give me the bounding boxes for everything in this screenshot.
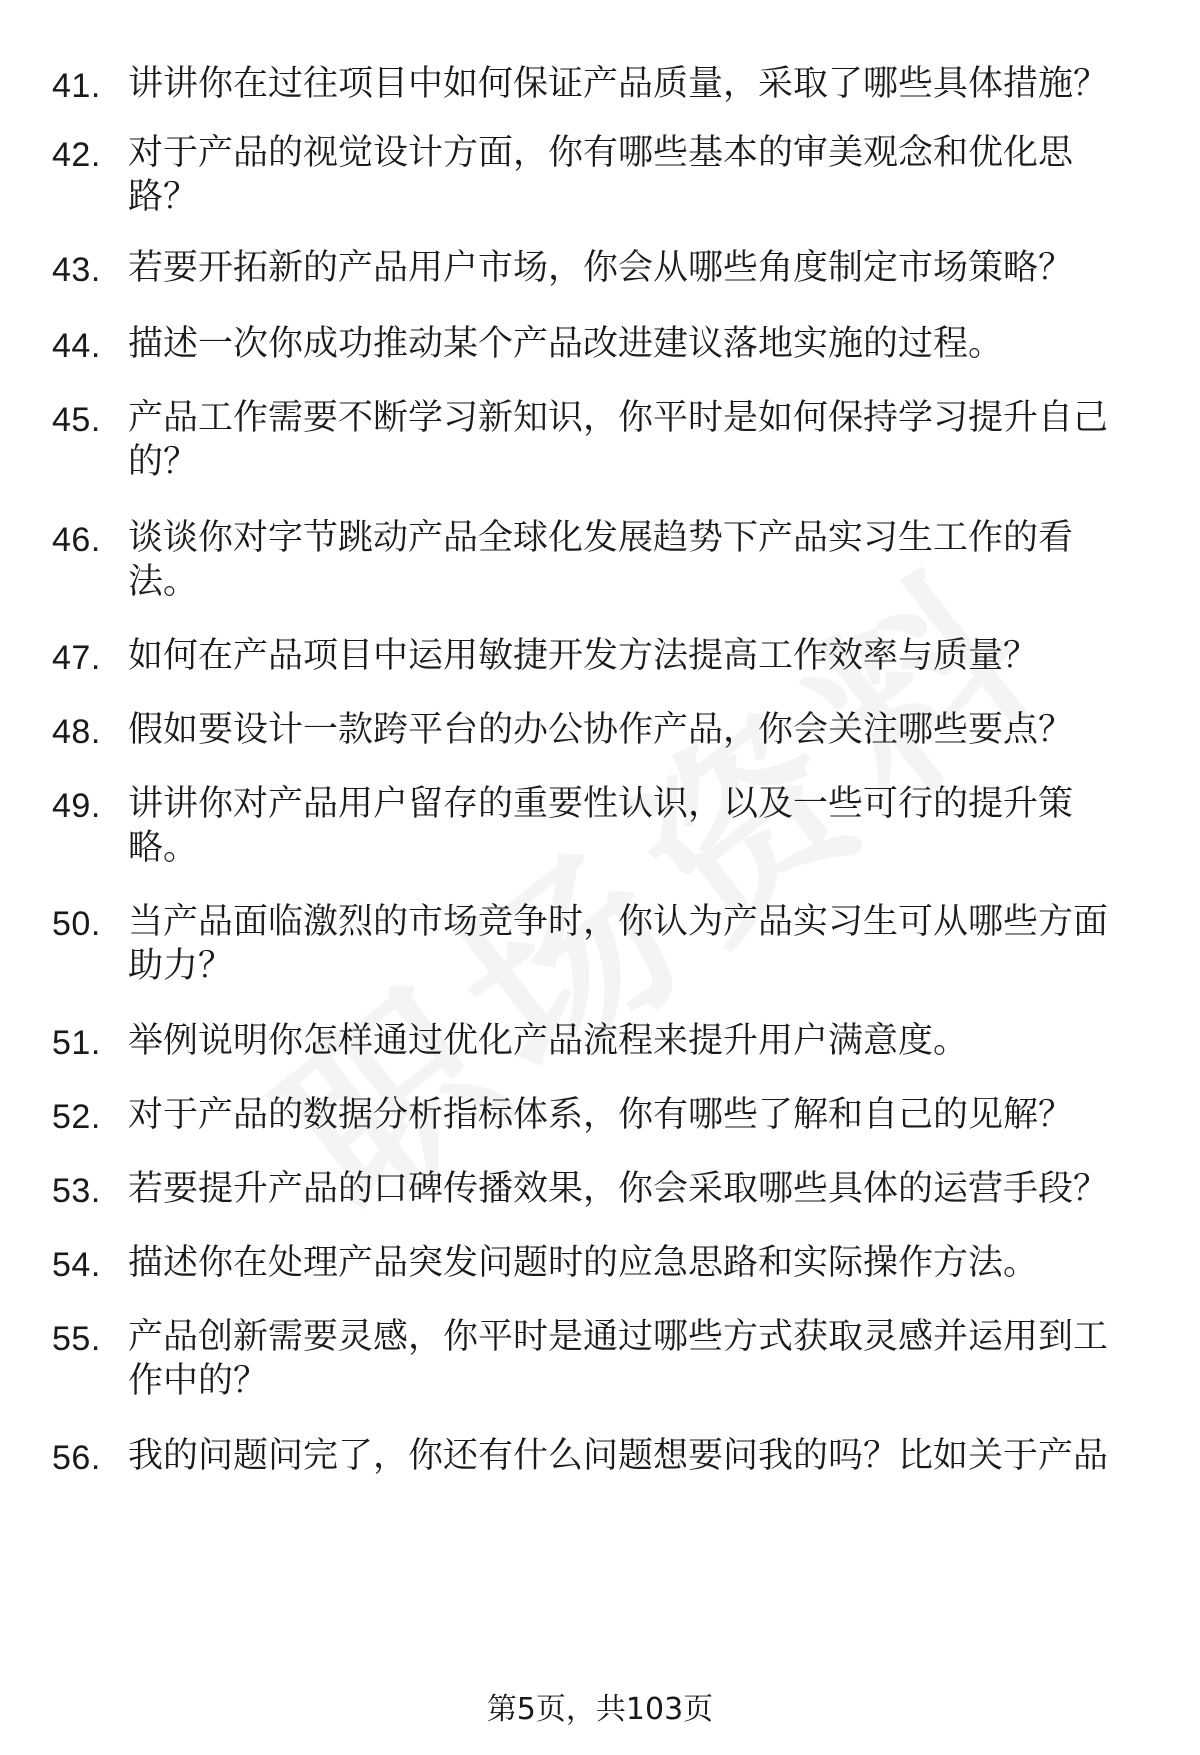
- question-number: 43.: [52, 251, 101, 289]
- question-text: 假如要设计一款跨平台的办公协作产品，你会关注哪些要点？: [128, 710, 1074, 750]
- question-text: 产品工作需要不断学习新知识，你平时是如何保持学习提升自己的？: [128, 398, 1109, 482]
- question-number: 41.: [52, 67, 101, 105]
- question-text: 描述你在处理产品突发问题时的应急思路和实际操作方法。: [128, 1243, 1039, 1283]
- question-number: 55.: [52, 1320, 101, 1358]
- question-number: 51.: [52, 1024, 101, 1062]
- question-text: 如何在产品项目中运用敏捷开发方法提高工作效率与质量？: [128, 636, 1039, 676]
- question-number: 50.: [52, 905, 101, 943]
- question-text: 若要提升产品的口碑传播效果，你会采取哪些具体的运营手段？: [128, 1169, 1109, 1209]
- question-text: 若要开拓新的产品用户市场，你会从哪些角度制定市场策略？: [128, 248, 1074, 288]
- question-text: 对于产品的数据分析指标体系，你有哪些了解和自己的见解？: [128, 1095, 1074, 1135]
- question-text: 讲讲你对产品用户留存的重要性认识，以及一些可行的提升策略。: [128, 784, 1074, 868]
- question-number: 46.: [52, 521, 101, 559]
- question-text: 描述一次你成功推动某个产品改进建议落地实施的过程。: [128, 324, 1004, 364]
- question-number: 53.: [52, 1172, 101, 1210]
- question-text: 讲讲你在过往项目中如何保证产品质量，采取了哪些具体措施？: [128, 64, 1109, 104]
- question-number: 49.: [52, 787, 101, 825]
- question-number: 52.: [52, 1098, 101, 1136]
- question-text: 产品创新需要灵感，你平时是通过哪些方式获取灵感并运用到工作中的？: [128, 1317, 1109, 1401]
- question-number: 45.: [52, 401, 101, 439]
- question-text: 举例说明你怎样通过优化产品流程来提升用户满意度。: [128, 1021, 969, 1061]
- question-text: 我的问题问完了，你还有什么问题想要问我的吗？比如关于产品: [128, 1436, 1109, 1476]
- question-text: 当产品面临激烈的市场竞争时，你认为产品实习生可从哪些方面助力？: [128, 902, 1109, 986]
- page-footer: 第5页，共103页: [486, 1692, 714, 1727]
- question-number: 47.: [52, 639, 101, 677]
- question-text: 对于产品的视觉设计方面，你有哪些基本的审美观念和优化思路？: [128, 133, 1074, 217]
- question-number: 56.: [52, 1439, 101, 1477]
- question-text: 谈谈你对字节跳动产品全球化发展趋势下产品实习生工作的看法。: [128, 518, 1074, 602]
- question-number: 48.: [52, 713, 101, 751]
- question-number: 42.: [52, 136, 101, 174]
- question-number: 54.: [52, 1246, 101, 1284]
- watermark: [235, 511, 1104, 1270]
- question-number: 44.: [52, 327, 101, 365]
